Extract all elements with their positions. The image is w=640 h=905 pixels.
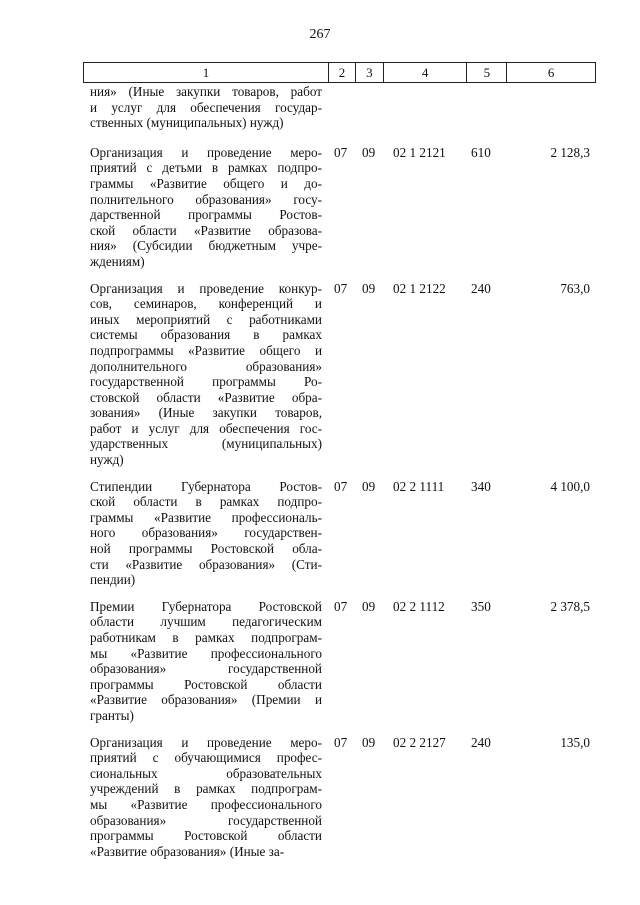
row-subsection: 09 — [362, 280, 376, 296]
table-row — [90, 735, 596, 860]
description-line: образования» государственной — [90, 661, 322, 677]
description-line: Премии Губернатора Ростовской — [90, 598, 322, 614]
description-line: сов, семинаров, конференций и — [90, 296, 322, 312]
description-line: Организация и проведение конкур- — [90, 280, 322, 296]
description-line: государственной программы Ро- — [90, 374, 322, 390]
description-line: Стипендии Губернатора Ростов- — [90, 478, 322, 494]
table-row — [90, 479, 596, 588]
description-line: ской области «Развитие образова- — [90, 222, 322, 238]
description-line: нужд) — [90, 452, 124, 468]
description-line: полнительного образования» госу- — [90, 191, 322, 207]
row-target-article: 02 2 2127 — [393, 734, 446, 750]
description-line: учреждений в рамках подпрограм- — [90, 781, 322, 797]
description-line: и услуг для обеспечения государ- — [90, 99, 322, 115]
description-line: сиональных образовательных — [90, 765, 322, 781]
description-line: работ и услуг для обеспечения гос- — [90, 420, 322, 436]
description-line: образования» государственной — [90, 812, 322, 828]
description-line: ственных (муниципальных) нужд) — [90, 115, 284, 131]
description-line: ного образования» государствен- — [90, 525, 322, 541]
description-line: Организация и проведение меро- — [90, 144, 322, 160]
row-description — [90, 599, 322, 724]
row-subsection: 09 — [362, 598, 376, 614]
table-row — [90, 281, 596, 468]
description-line: сти «Развитие образования» (Сти- — [90, 556, 322, 572]
description-line: области лучшим педагогическим — [90, 614, 322, 630]
header-col-6: 6 — [547, 65, 555, 80]
row-section: 07 — [334, 598, 348, 614]
description-line: дополнительного образования» — [90, 358, 322, 374]
description-line: ждениям) — [90, 253, 145, 269]
description-line: «Развитие образования» (Премии и — [90, 692, 322, 708]
row-description — [90, 479, 322, 588]
header-col-5: 5 — [467, 63, 507, 82]
description-line: ударственных (муниципальных) — [90, 436, 322, 452]
row-amount: 4 100,0 — [550, 478, 590, 494]
row-expense-type: 350 — [471, 598, 491, 614]
row-amount: 135,0 — [560, 734, 590, 750]
row-target-article: 02 1 2122 — [393, 280, 446, 296]
row-section: 07 — [334, 478, 348, 494]
row-subsection: 09 — [362, 478, 376, 494]
description-line: граммы «Развитие общего и до- — [90, 175, 322, 191]
description-line: «Развитие образования» (Иные за- — [90, 843, 285, 859]
table-body — [90, 84, 596, 870]
row-description — [90, 281, 322, 468]
row-target-article: 02 1 2121 — [393, 144, 446, 160]
row-target-article: 02 2 1112 — [393, 598, 445, 614]
description-line: ния» (Иные закупки товаров, работ — [90, 84, 322, 99]
description-line: приятий с обучающимися профес- — [90, 750, 322, 766]
row-expense-type: 240 — [471, 280, 491, 296]
header-col-4: 4 — [384, 63, 468, 82]
row-expense-type: 340 — [471, 478, 491, 494]
row-description — [90, 145, 322, 270]
description-line: гранты) — [90, 707, 134, 723]
page-number: 267 — [309, 27, 331, 42]
description-line: подпрограммы «Развитие общего и — [90, 342, 322, 358]
description-line: дарственной программы Ростов- — [90, 207, 322, 223]
description-line: программы Ростовской области — [90, 828, 322, 844]
table-row — [90, 84, 596, 131]
row-target-article: 02 2 1111 — [393, 478, 445, 494]
description-line: стовской области «Развитие обра- — [90, 389, 322, 405]
description-line: ской области в рамках подпро- — [90, 494, 322, 510]
description-line: ной программы Ростовской обла- — [90, 541, 322, 557]
row-amount: 2 128,3 — [550, 144, 590, 160]
row-section: 07 — [334, 280, 348, 296]
table-row — [90, 145, 596, 270]
header-col-1: 1 — [84, 63, 329, 82]
description-line: иных мероприятий с работниками — [90, 311, 322, 327]
header-col-3: 3 — [356, 63, 384, 82]
description-line: ния» (Субсидии бюджетным учре- — [90, 238, 322, 254]
row-description — [90, 735, 322, 860]
row-amount: 2 378,5 — [550, 598, 590, 614]
description-line: мы «Развитие профессионального — [90, 796, 322, 812]
description-line: Организация и проведение меро- — [90, 734, 322, 750]
row-section: 07 — [334, 144, 348, 160]
header-col-2: 2 — [329, 63, 356, 82]
row-section: 07 — [334, 734, 348, 750]
description-line: пендии) — [90, 572, 136, 588]
row-amount: 763,0 — [560, 280, 590, 296]
table-row — [90, 599, 596, 724]
row-subsection: 09 — [362, 734, 376, 750]
row-subsection: 09 — [362, 144, 376, 160]
description-line: программы Ростовской области — [90, 676, 322, 692]
description-line: приятий с детьми в рамках подпро- — [90, 160, 322, 176]
description-line: работникам в рамках подпрограм- — [90, 630, 322, 645]
row-description — [90, 84, 322, 131]
description-line: зования» (Иные закупки товаров, — [90, 405, 322, 421]
row-expense-type: 240 — [471, 734, 491, 750]
description-line: мы «Развитие профессионального — [90, 645, 322, 661]
description-line: системы образования в рамках — [90, 327, 322, 343]
table-header — [83, 62, 596, 83]
description-line: граммы «Развитие профессиональ- — [90, 509, 322, 525]
row-expense-type: 610 — [471, 144, 491, 160]
